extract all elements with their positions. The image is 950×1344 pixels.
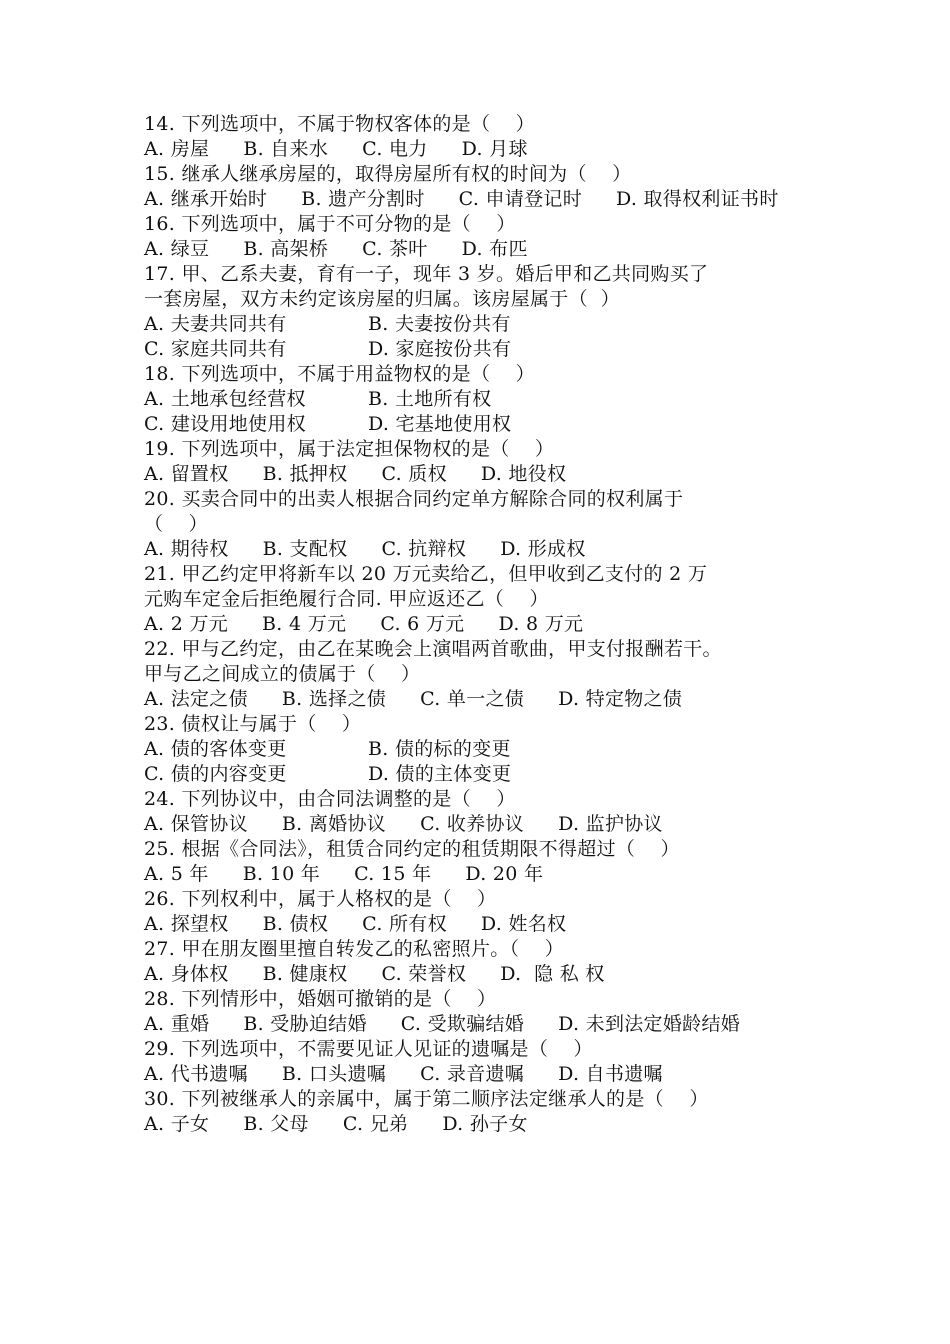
- answer-option: D. 地役权: [480, 463, 567, 485]
- question-text: 29. 下列选项中，不需要见证人见证的遗嘱是（ ）: [144, 1038, 593, 1060]
- answer-option: C. 抗辩权: [381, 538, 467, 560]
- answer-option: B. 债权: [262, 913, 329, 935]
- answer-option: B. 父母: [243, 1113, 309, 1135]
- question-text: 19. 下列选项中，属于法定担保物权的是（ ）: [144, 438, 555, 460]
- answer-option: D. 自书遗嘱: [558, 1063, 663, 1085]
- answer-option: B. 遗产分割时: [301, 188, 425, 210]
- answer-option: A. 子女: [144, 1113, 210, 1135]
- answer-option: D. 8 万元: [498, 613, 584, 635]
- question-item: [144, 262, 814, 362]
- question-text: 16. 下列选项中，属于不可分物的是（ ）: [144, 213, 516, 235]
- answer-option: D. 姓名权: [480, 913, 567, 935]
- option-row: [144, 412, 814, 437]
- answer-option: A. 绿豆: [144, 238, 210, 260]
- answer-option: D. 监护协议: [558, 813, 663, 835]
- answer-option: B. 健康权: [262, 963, 348, 985]
- question-text: 30. 下列被继承人的亲属中，属于第二顺序法定继承人的是（ ）: [144, 1088, 709, 1110]
- answer-option: A. 期待权: [144, 538, 229, 560]
- answer-option: D. 宅基地使用权: [368, 413, 512, 435]
- answer-option: A. 2 万元: [144, 613, 229, 635]
- question-text: 18. 下列选项中，不属于用益物权的是（ ）: [144, 363, 535, 385]
- option-row: [144, 537, 814, 562]
- answer-option: B. 夫妻按份共有: [368, 313, 511, 335]
- option-row: [144, 387, 814, 412]
- answer-option: C. 收养协议: [420, 813, 525, 835]
- answer-option: C. 建设用地使用权: [144, 413, 306, 435]
- option-row: [144, 137, 814, 162]
- answer-option: D. 形成权: [500, 538, 586, 560]
- question-item: [144, 162, 814, 212]
- answer-option: C. 茶叶: [362, 238, 428, 260]
- answer-option: D. 布匹: [461, 238, 528, 260]
- answer-option: B. 支配权: [262, 538, 348, 560]
- answer-option: D. 未到法定婚龄结婚: [558, 1013, 741, 1035]
- question-text: 28. 下列情形中，婚姻可撤销的是（ ）: [144, 988, 497, 1010]
- question-text: 17. 甲、乙系夫妻，育有一子，现年 3 岁。婚后甲和乙共同购买了: [144, 263, 709, 285]
- answer-option: B. 债的标的变更: [368, 738, 511, 760]
- answer-option: B. 口头遗嘱: [281, 1063, 387, 1085]
- question-text: 一套房屋，双方未约定该房屋的归属。该房屋属于（ ）: [144, 288, 620, 310]
- answer-option: A. 房屋: [144, 138, 210, 160]
- question-text: 21. 甲乙约定甲将新车以 20 万元卖给乙，但甲收到乙支付的 2 万: [144, 563, 708, 585]
- answer-option: C. 债的内容变更: [144, 763, 287, 785]
- question-text: 元购车定金后拒绝履行合同. 甲应返还乙（ ）: [144, 588, 549, 610]
- option-row: [144, 687, 814, 712]
- question-item: [144, 712, 814, 787]
- question-item: [144, 937, 814, 987]
- question-item: [144, 212, 814, 262]
- answer-option: B. 自来水: [243, 138, 329, 160]
- option-row: [144, 1062, 814, 1087]
- option-row: [144, 962, 814, 987]
- answer-option: B. 10 年: [242, 863, 321, 885]
- answer-option: C. 申请登记时: [458, 188, 582, 210]
- option-row: [144, 312, 814, 337]
- question-item: [144, 787, 814, 837]
- option-row: [144, 462, 814, 487]
- answer-option: C. 质权: [381, 463, 447, 485]
- answer-option: C. 电力: [362, 138, 428, 160]
- question-item: [144, 487, 814, 562]
- answer-option: B. 离婚协议: [281, 813, 387, 835]
- answer-option: B. 4 万元: [262, 613, 347, 635]
- answer-option: A. 保管协议: [144, 813, 248, 835]
- option-row: [144, 612, 814, 637]
- answer-option: C. 6 万元: [380, 613, 465, 635]
- question-list: [144, 112, 814, 1137]
- answer-option: B. 受胁迫结婚: [243, 1013, 367, 1035]
- question-item: [144, 637, 814, 712]
- answer-option: D. 特定物之债: [558, 688, 683, 710]
- answer-option: C. 录音遗嘱: [420, 1063, 525, 1085]
- option-row: [144, 187, 814, 212]
- answer-option: D. 取得权利证书时: [616, 188, 779, 210]
- answer-option: D. 债的主体变更: [368, 763, 512, 785]
- option-row: [144, 1112, 814, 1137]
- answer-option: B. 高架桥: [243, 238, 329, 260]
- answer-option: A. 土地承包经营权: [144, 388, 306, 410]
- answer-option: D. 家庭按份共有: [368, 338, 512, 360]
- answer-option: D. 20 年: [465, 863, 544, 885]
- question-item: [144, 1037, 814, 1087]
- answer-option: A. 法定之债: [144, 688, 248, 710]
- question-item: [144, 437, 814, 487]
- answer-option: C. 受欺骗结婚: [400, 1013, 525, 1035]
- question-text: 15. 继承人继承房屋的，取得房屋所有权的时间为（ ）: [144, 163, 632, 185]
- option-row: [144, 862, 814, 887]
- question-item: [144, 1087, 814, 1137]
- option-row: [144, 1012, 814, 1037]
- question-item: [144, 887, 814, 937]
- answer-option: C. 兄弟: [342, 1113, 409, 1135]
- question-item: [144, 112, 814, 162]
- question-item: [144, 362, 814, 437]
- option-row: [144, 337, 814, 362]
- answer-option: A. 重婚: [144, 1013, 210, 1035]
- answer-option: A. 债的客体变更: [144, 738, 287, 760]
- answer-option: B. 选择之债: [281, 688, 387, 710]
- answer-option: A. 探望权: [144, 913, 229, 935]
- answer-option: C. 单一之债: [420, 688, 525, 710]
- question-text: 25. 根据《合同法》，租赁合同约定的租赁期限不得超过（ ）: [144, 838, 680, 860]
- answer-option: A. 5 年: [144, 863, 209, 885]
- answer-option: C. 荣誉权: [381, 963, 467, 985]
- question-text: （ ）: [144, 513, 208, 535]
- option-row: [144, 237, 814, 262]
- question-text: 26. 下列权利中，属于人格权的是（ ）: [144, 888, 497, 910]
- option-row: [144, 737, 814, 762]
- answer-option: A. 夫妻共同共有: [144, 313, 287, 335]
- question-text: 20. 买卖合同中的出卖人根据合同约定单方解除合同的权利属于: [144, 488, 684, 510]
- answer-option: D. 隐 私 权: [500, 963, 605, 985]
- question-text: 22. 甲与乙约定，由乙在某晚会上演唱两首歌曲，甲支付报酬若干。: [144, 638, 722, 660]
- answer-option: C. 所有权: [362, 913, 447, 935]
- option-row: [144, 912, 814, 937]
- question-item: [144, 987, 814, 1037]
- answer-option: B. 土地所有权: [368, 388, 492, 410]
- question-text: 27. 甲在朋友圈里擅自转发乙的私密照片。（ ）: [144, 938, 565, 960]
- question-text: 14. 下列选项中，不属于物权客体的是（ ）: [144, 113, 535, 135]
- question-item: [144, 837, 814, 887]
- answer-option: C. 家庭共同共有: [144, 338, 287, 360]
- answer-option: A. 留置权: [144, 463, 229, 485]
- answer-option: D. 月球: [461, 138, 528, 160]
- answer-option: A. 身体权: [144, 963, 229, 985]
- answer-option: A. 继承开始时: [144, 188, 268, 210]
- answer-option: D. 孙子女: [442, 1113, 528, 1135]
- option-row: [144, 762, 814, 787]
- answer-option: B. 抵押权: [262, 463, 348, 485]
- question-text: 甲与乙之间成立的债属于（ ）: [144, 663, 421, 685]
- option-row: [144, 812, 814, 837]
- question-text: 23. 债权让与属于（ ）: [144, 713, 362, 735]
- question-item: [144, 562, 814, 637]
- answer-option: C. 15 年: [354, 863, 432, 885]
- answer-option: A. 代书遗嘱: [144, 1063, 248, 1085]
- question-text: 24. 下列协议中，由合同法调整的是（ ）: [144, 788, 516, 810]
